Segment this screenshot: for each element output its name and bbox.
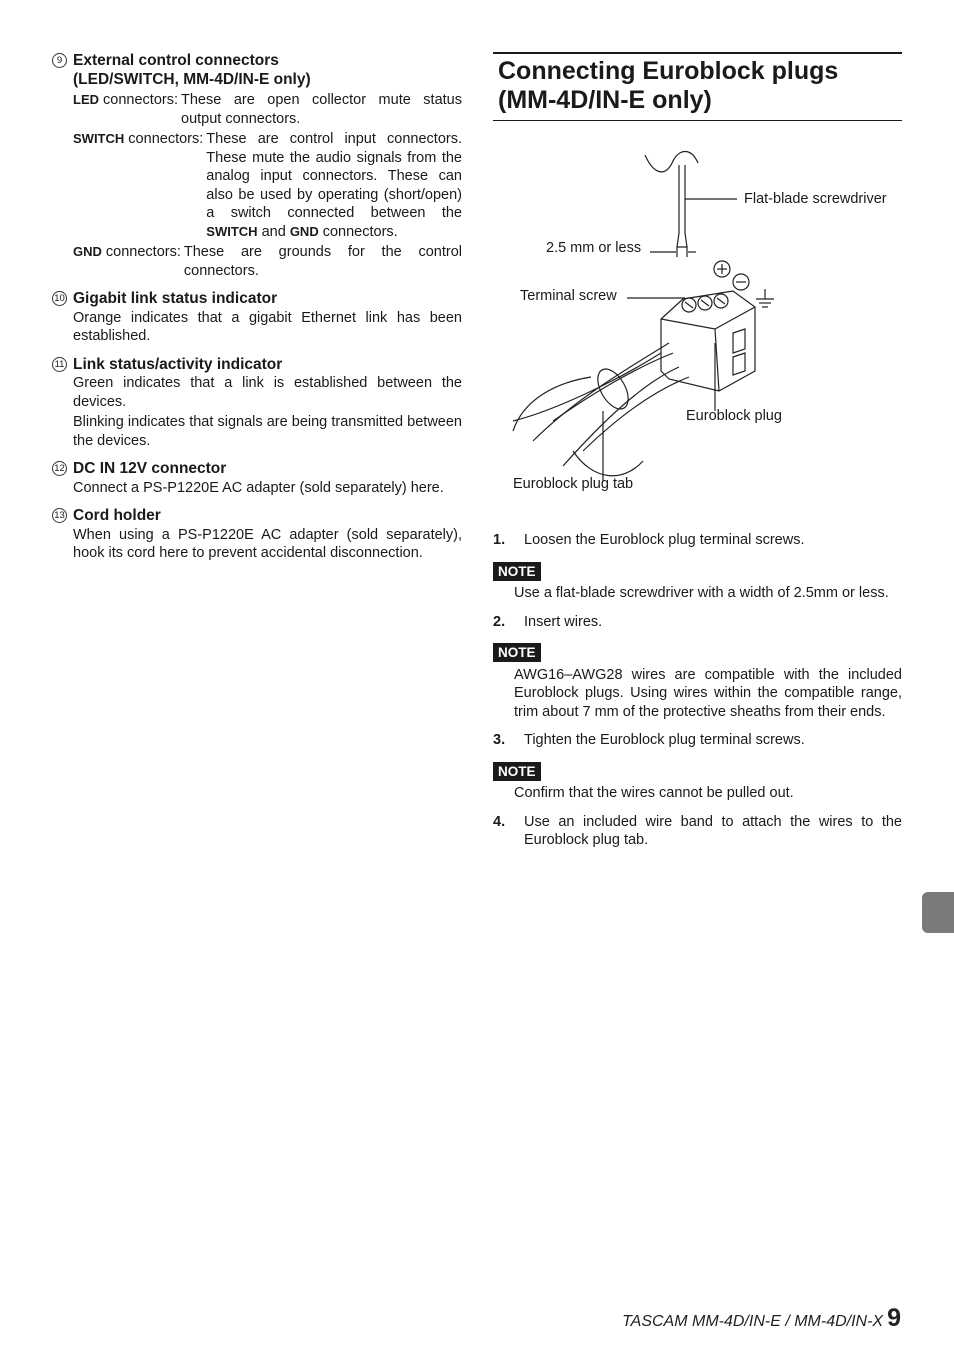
section-title [493,52,902,121]
connector-name: SWITCH [73,131,125,146]
item-title: Link status/activity indicator [73,355,283,373]
connector-desc: These are open collector mute status output connectors. [181,92,462,127]
connector-desc: These are control input connectors. These mute the audio signals from the analog input connectors. These can also be used by operating (short/open) a switch connected between the SWITCH and GND connectors. [206,131,462,240]
label-plug-tab: Euroblock plug tab [513,476,634,492]
note-badge: NOTE [493,643,541,662]
note-badge: NOTE [493,762,541,781]
euroblock-illustration [493,121,902,521]
step-3 [493,731,902,750]
page-footer [622,1304,901,1333]
right-column [493,52,902,850]
item-dc-in [52,460,462,497]
item-text: Green indicates that a link is established between the devices. [73,375,462,410]
item-text: Blinking indicates that signals are being transmitted between the devices. [73,414,462,449]
label-euroblock-plug: Euroblock plug [686,408,782,424]
note-text: AWG16–AWG28 wires are compatible with the included Euroblock plugs. Using wires within the compatible range, trim about 7 mm of the protective sheaths from their ends. [514,666,902,720]
footer-model: TASCAM MM-4D/IN-E / MM-4D/IN-X [622,1313,884,1330]
item-external-control [52,52,462,280]
connector-suffix: connectors: [101,244,181,260]
step-number: 3. [493,732,506,748]
connector-switch [73,130,462,241]
label-terminal-screw: Terminal screw [520,288,617,304]
item-cord-holder [52,507,462,563]
item-gigabit-link [52,290,462,346]
item-number: 13 [52,508,67,523]
item-title: Gigabit link status indicator [73,290,278,307]
connector-desc: These are grounds for the control connectors. [183,244,462,279]
step-number: 2. [493,613,506,630]
item-text: Orange indicates that a gigabit Ethernet link has been established. [73,309,462,344]
item-text: Connect a PS-P1220E AC adapter (sold separately) here. [73,479,444,496]
step-text: Tighten the Euroblock plug terminal screws. [524,732,805,748]
item-link-status [52,356,462,451]
step-text: Use an included wire band to attach the wires to the Euroblock plug tab. [524,813,902,848]
step-1 [493,531,902,550]
connector-led [73,91,462,128]
label-screwdriver: Flat-blade screwdriver [744,191,887,207]
note-text: Use a flat-blade screwdriver with a width of 2.5mm or less. [514,585,889,601]
note-badge: NOTE [493,562,541,581]
section-title-line1: Connecting Euroblock plugs [498,57,839,85]
item-title: Cord holder [73,507,161,524]
left-column [52,52,462,573]
label-width: 2.5 mm or less [546,240,642,256]
page-number: 9 [887,1304,901,1332]
connector-suffix: connectors: [99,92,178,108]
step-text: Loosen the Euroblock plug terminal screws. [524,532,805,548]
step-2 [493,613,902,632]
connector-name: LED [73,92,99,107]
section-title-line2: (MM-4D/IN-E only) [498,86,712,114]
item-subtitle: (LED/SWITCH, MM-4D/IN-E only) [73,70,311,88]
item-number: 11 [52,357,67,372]
note-text: Confirm that the wires cannot be pulled out. [514,785,794,801]
connector-gnd [73,243,462,280]
step-number: 4. [493,813,506,830]
connector-name: GND [73,244,102,259]
connector-suffix: connectors: [124,131,204,147]
item-number: 9 [52,53,67,68]
item-number: 12 [52,461,67,476]
step-number: 1. [493,532,506,548]
item-text: When using a PS-P1220E AC adapter (sold separately), hook its cord here to prevent accidental disconnection. [73,526,462,561]
item-title: External control connectors [73,52,279,69]
item-title: DC IN 12V connector [73,460,227,477]
step-4 [493,813,902,850]
item-number: 10 [52,291,67,306]
chapter-tab [922,892,954,933]
euroblock-diagram [493,121,902,521]
step-text: Insert wires. [524,613,603,630]
